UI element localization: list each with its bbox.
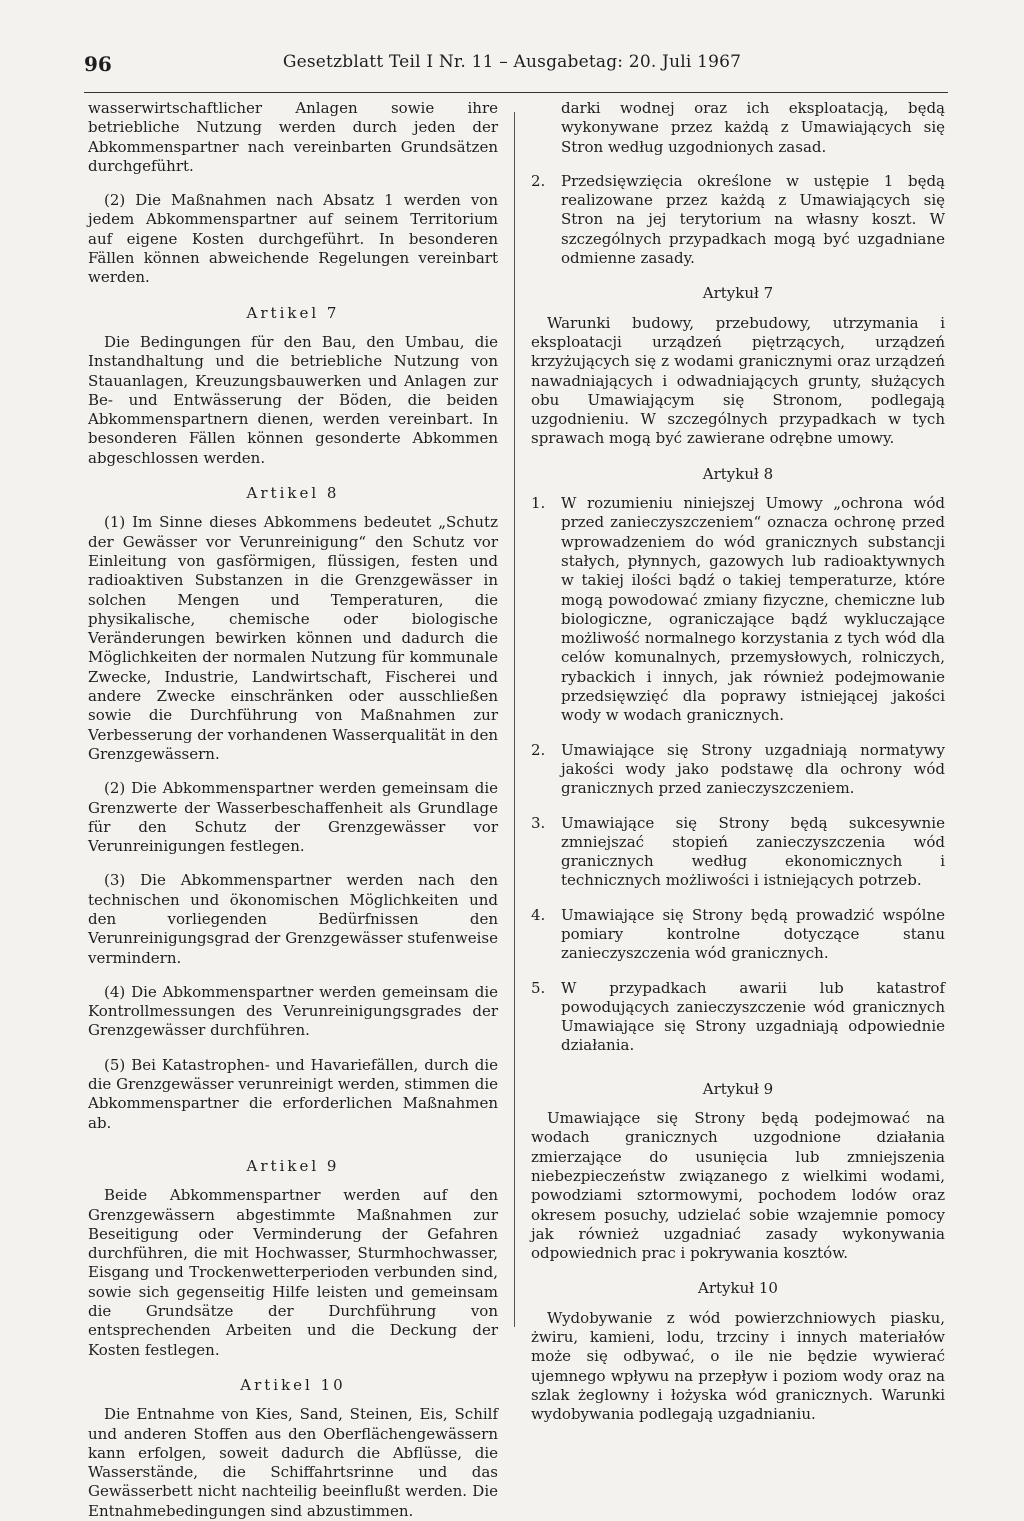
item-text: Przedsięwzięcia określone w ustępie 1 będą realizowane przez każdą z Umawiających się Stron na jej terytorium na własny koszt. W szczególnych przypadkach mogą być uzgadniane odmienne zasady. xyxy=(561,171,945,268)
numbered-item xyxy=(531,906,945,964)
paragraph-art8-2: (2) Die Abkommenspartner werden gemeinsam die Grenzwerte der Wasserbeschaffenheit als Grundlage für den Schutz der Grenzgewässer vor Verunreinigungen festlegen. xyxy=(88,779,498,856)
item-text: W rozumieniu niniejszej Umowy „ochrona wód przed zanieczyszczeniem“ oznacza ochronę przed wprowadzeniem do wód granicznych substancji stałych, płynnych, gazowych lub radioaktywnych w takiej ilości bądź o takiej temperaturze, które mogą powodować zmiany fizyczne, chemiczne lub biologiczne, ograniczające bądź wykluczające możliwość normalnego korzystania z tych wód dla celów komunalnych, przemysłowych, rolniczych, rybackich i innych, jak również podejmowanie przedsięwzięć dla poprawy istniejącej jakości wody w wodach granicznych. xyxy=(561,494,945,725)
heading-artykul-8: Artykuł 8 xyxy=(702,464,774,483)
paragraph-art10-pl: Wydobywanie z wód powierzchniowych piasku, żwiru, kamieni, lodu, trzciny i innych materiałów może się odbywać, o ile nie będzie wywierać ujemnego wpływu na przepływ i poziom wody oraz na szlak żeglowny i łożyska wód granicznych. Warunki wydobywania podlegają uzgadnianiu. xyxy=(531,1308,945,1424)
heading-artykul-10: Artykuł 10 xyxy=(698,1279,778,1298)
paragraph-art7-pl: Warunki budowy, przebudowy, utrzymania i eksploatacji urządzeń piętrzących, urządzeń krzyżujących się z wodami granicznymi oraz urządzeń nawadniających i odwadniających grunty, służących obu Umawiającym się Stronom, podlegają uzgodnieniu. W szczególnych przypadkach w tych sprawach mogą być zawierane odrębne umowy. xyxy=(531,313,945,448)
item-number: 3. xyxy=(531,813,546,832)
numbered-item xyxy=(531,814,945,891)
gazette-header: Gesetzblatt Teil I Nr. 11 – Ausgabetag: 20. Juli 1967 xyxy=(282,52,742,72)
page-number: 96 xyxy=(84,52,112,76)
paragraph-art6-2: (2) Die Maßnahmen nach Absatz 1 werden von jedem Abkommenspartner auf seinem Territorium auf eigene Kosten durchgeführt. In besonderen Fällen können abweichende Regelungen vereinbart werden. xyxy=(88,191,498,287)
paragraph-intro: wasserwirtschaftlicher Anlagen sowie ihre betriebliche Nutzung werden durch jeden der Abkommenspartner nach vereinbarten Grundsätzen durchgeführt. xyxy=(88,99,498,175)
item-text: Umawiające się Strony będą sukcesywnie zmniejszać stopień zanieczyszczenia wód granicznych według ekonomicznych i technicznych możliwości i istniejących potrzeb. xyxy=(561,813,945,890)
item-number: 2. xyxy=(531,171,546,190)
paragraph-art8-1: (1) Im Sinne dieses Abkommens bedeutet „Schutz der Gewässer vor Verunreinigung“ den Schutz vor Einleitung von gasförmigen, flüssigen, festen und radioaktiven Substanzen in die Grenzgewässer in solchen Mengen und Temperaturen, die physikalische, chemische oder biologische Veränderungen bewirken können und dadurch die Möglichkeiten der normalen Nutzung für kommunale Zwecke, Industrie, Landwirtschaft, Fischerei und andere Zwecke einschränken oder ausschließen sowie die Durchführung von Maßnahmen zur Verbesserung der vorhandenen Wasserqualität in den Grenzgewässern. xyxy=(88,513,498,763)
paragraph-art10: Die Entnahme von Kies, Sand, Steinen, Eis, Schilf und anderen Stoffen aus den Oberflächengewässern kann erfolgen, soweit dadurch die Abflüsse, die Wasserstände, die Schiffahrtsrinne und das Gewässerbett nicht nachteilig beeinflußt werden. Die Entnahmebedingungen sind abzustimmen. xyxy=(88,1405,498,1520)
heading-artikel-10: Artikel 10 xyxy=(240,1375,346,1394)
paragraph-art8-4: (4) Die Abkommenspartner werden gemeinsam die Kontrollmessungen des Verunreinigungsgrades der Grenzgewässer durchführen. xyxy=(88,982,498,1040)
numbered-item xyxy=(531,172,945,268)
heading-artikel-9: Artikel 9 xyxy=(246,1156,340,1175)
item-text: Umawiające się Strony uzgadniają normatywy jakości wody jako podstawę dla ochrony wód granicznych przed zanieczyszczeniem. xyxy=(561,740,945,798)
paragraph-art8-3: (3) Die Abkommenspartner werden nach den technischen und ökonomischen Möglichkeiten und den vorliegenden Bedürfnissen den Verunreinigungsgrad der Grenzgewässer stufenweise vermindern. xyxy=(88,871,498,967)
column-divider xyxy=(514,112,515,1327)
header-rule xyxy=(84,92,948,93)
numbered-item xyxy=(531,494,945,726)
polish-column xyxy=(531,99,945,1425)
item-text: W przypadkach awarii lub katastrof powodujących zanieczyszczenie wód granicznych Umawiające się Strony uzgadniają odpowiednie działania. xyxy=(561,978,945,1055)
item-number: 5. xyxy=(531,978,546,997)
heading-artykul-9: Artykuł 9 xyxy=(702,1079,774,1098)
paragraph-art9-pl: Umawiające się Strony będą podejmować na wodach granicznych uzgodnione działania zmierzające do usunięcia lub zmniejszenia niebezpieczeństw związanego z wielkimi wodami, powodziami sztormowymi, pochodem lodów oraz okresem posuchy, udzielać sobie wzajemnie pomocy jak również uzgadniać zasady wykonywania odpowiednich prac i pokrywania kosztów. xyxy=(531,1109,945,1263)
german-column xyxy=(88,99,498,1521)
heading-artikel-8: Artikel 8 xyxy=(246,484,340,503)
numbered-item xyxy=(531,741,945,799)
item-number: 4. xyxy=(531,905,546,924)
paragraph-art8-5: (5) Bei Katastrophen- und Havariefällen, durch die die Grenzgewässer verunreinigt werden, stimmen die Abkommenspartner die erforderlichen Maßnahmen ab. xyxy=(88,1055,498,1132)
heading-artikel-7: Artikel 7 xyxy=(246,303,340,322)
paragraph-intro-pl: darki wodnej oraz ich eksploatacją, będą wykonywane przez każdą z Umawiających się Stron według uzgodnionych zasad. xyxy=(561,99,945,156)
paragraph-art7: Die Bedingungen für den Bau, den Umbau, die Instandhaltung und die betriebliche Nutzung von Stauanlagen, Kreuzungsbauwerken und Anlagen zur Be- und Entwässerung der Böden, die beiden Abkommenspartnern dienen, werden vereinbart. In besonderen Fällen können gesonderte Abkommen abgeschlossen werden. xyxy=(88,332,498,467)
paragraph-art9: Beide Abkommenspartner werden auf den Grenzgewässern abgestimmte Maßnahmen zur Beseitigung oder Verminderung der Gefahren durchführen, die mit Hochwasser, Sturmhochwasser, Eisgang und Trockenwetterperioden verbunden sind, sowie sich gegenseitig Hilfe leisten und gemeinsam die Grundsätze der Durchführung von entsprechenden Arbeiten und die Deckung der Kosten festlegen. xyxy=(88,1186,498,1359)
item-text: Umawiające się Strony będą prowadzić wspólne pomiary kontrolne dotyczące stanu zanieczyszczenia wód granicznych. xyxy=(561,905,945,963)
item-number: 2. xyxy=(531,740,546,759)
heading-artykul-7: Artykuł 7 xyxy=(702,284,774,303)
item-number: 1. xyxy=(531,494,546,513)
numbered-item xyxy=(531,979,945,1056)
